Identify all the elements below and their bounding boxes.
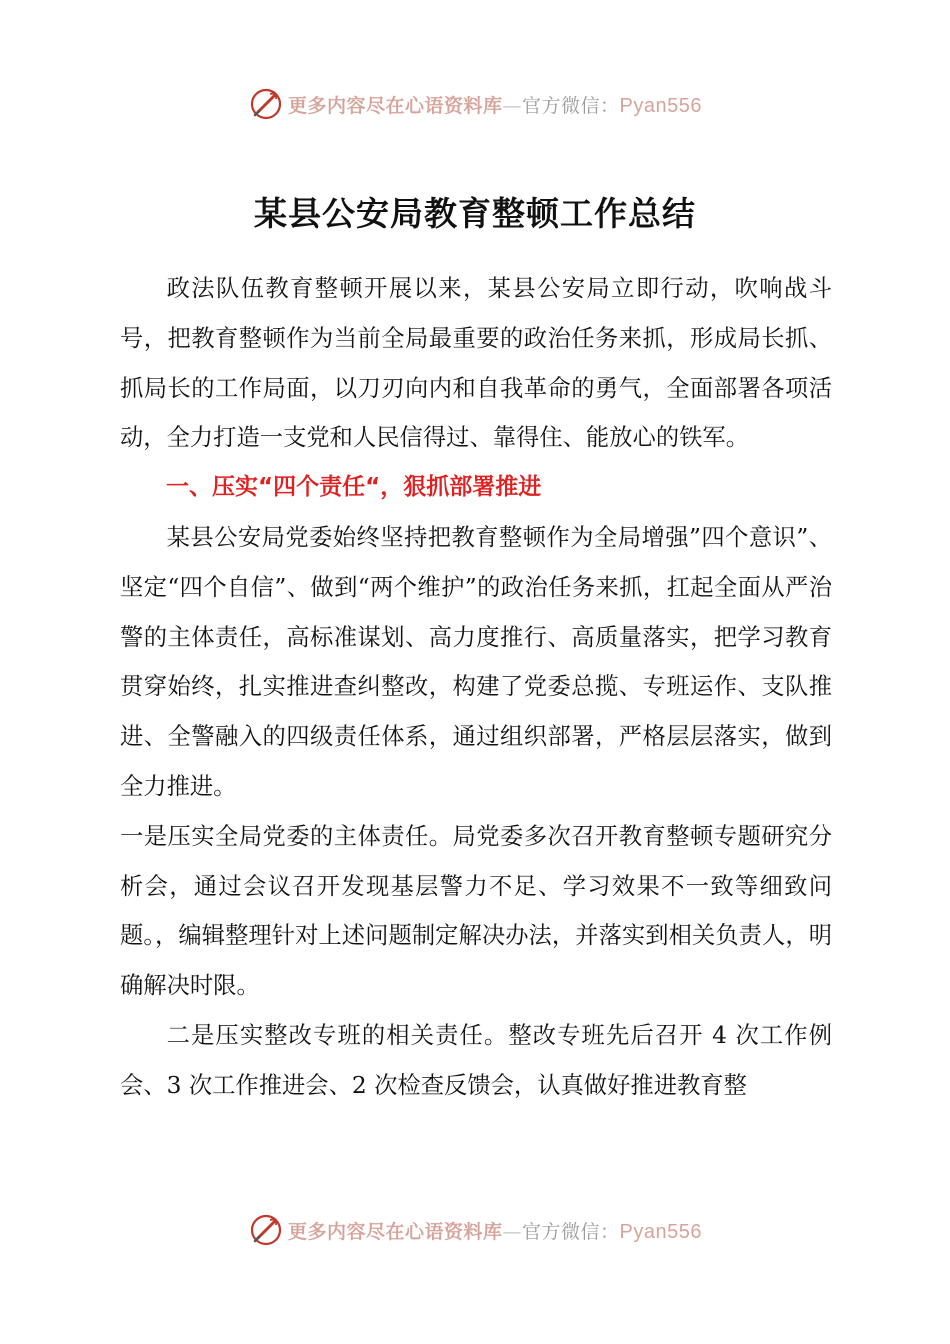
paragraph-section-1: 某县公安局党委始终坚持把教育整顿作为全局增强”四个意识”、坚定“四个自信”、做到“两个维护”的政治任务来抓，扛起全面从严治警的主体责任，高标准谋划、高力度推行、高质量落实，把学习教育贯穿始终，扎实推进查纠整改，构建了党委总揽、专班运作、支队推进、全警融入的四级责任体系，通过组织部署，严格层层落实，做到全力推进。 bbox=[120, 523, 832, 800]
paragraph-point-1: 一是压实全局党委的主体责任。局党委多次召开教育整顿专题研究分析会，通过会议召开发现基层警力不足、学习效果不一致等细致问题。，编辑整理针对上述问题制定解决办法，并落实到相关负责人，明确解决时限。 bbox=[120, 822, 832, 1000]
section-heading-1: 一、压实“四个责任“，狠抓部署推进 bbox=[166, 474, 542, 501]
pen-logo-icon bbox=[248, 1212, 284, 1248]
paragraph-point-2: 二是压实整改专班的相关责任。整改专班先后召开 4 次工作例会、3 次工作推进会、2 次检查反馈会，认真做好推进教育整 bbox=[120, 1021, 832, 1099]
document-title: 某县公安局教育整顿工作总结 bbox=[254, 194, 696, 233]
watermark-main-text: 更多内容尽在心语资料库 bbox=[288, 94, 503, 117]
watermark-wechat-id: Pyan556 bbox=[619, 1220, 702, 1243]
watermark-wechat-label: 官方微信： bbox=[522, 94, 620, 117]
watermark-footer bbox=[0, 1210, 950, 1250]
watermark-main-text: 更多内容尽在心语资料库 bbox=[288, 1220, 503, 1243]
watermark-header bbox=[0, 84, 950, 124]
watermark-wechat-label: 官方微信： bbox=[522, 1220, 620, 1243]
watermark-dash: — bbox=[502, 94, 523, 117]
document-body bbox=[120, 264, 832, 1111]
pen-logo-icon bbox=[248, 86, 284, 122]
watermark-wechat-id: Pyan556 bbox=[619, 94, 702, 117]
watermark-dash: — bbox=[502, 1220, 523, 1243]
paragraph-intro: 政法队伍教育整顿开展以来，某县公安局立即行动，吹响战斗号，把教育整顿作为当前全局最重要的政治任务来抓，形成局长抓、抓局长的工作局面，以刀刃向内和自我革命的勇气，全面部署各项活动，全力打造一支党和人民信得过、靠得住、能放心的铁军。 bbox=[120, 275, 832, 452]
